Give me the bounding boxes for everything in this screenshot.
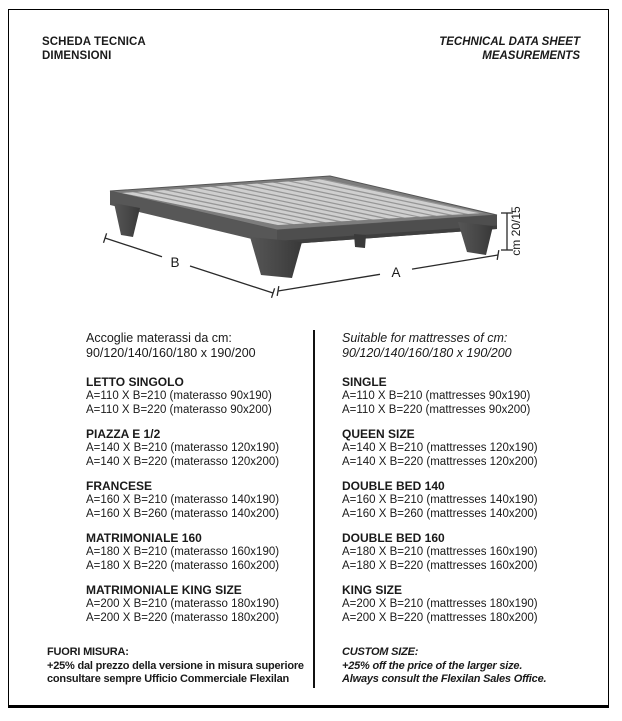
intro-italian [86, 331, 308, 361]
size-section-king [342, 583, 577, 625]
size-line: A=140 X B=220 (mattresses 120x200) [342, 456, 538, 468]
intro-english-line1: Suitable for mattresses of cm: [342, 331, 508, 345]
size-title: DOUBLE BED 160 [342, 531, 445, 545]
size-line: A=140 X B=220 (materasso 120x200) [86, 456, 280, 468]
footer-english-line1: +25% off the price of the larger size. [342, 659, 523, 672]
size-title: PIAZZA E 1/2 [86, 427, 161, 441]
footer-english-line2: Always consult the Flexilan Sales Office. [342, 673, 547, 685]
size-line: A=110 X B=210 (mattresses 90x190) [342, 390, 531, 402]
intro-english-line2: 90/120/140/160/180 x 190/200 [342, 346, 512, 360]
size-section-queen [342, 427, 577, 469]
size-line: A=160 X B=260 (materasso 140x200) [86, 508, 280, 520]
size-section-single [342, 375, 577, 417]
size-title: MATRIMONIALE KING SIZE [86, 583, 242, 597]
size-title: DOUBLE BED 140 [342, 479, 445, 493]
column-italian [86, 331, 308, 635]
size-line: A=160 X B=260 (mattresses 140x200) [342, 508, 538, 520]
size-line: A=180 X B=210 (materasso 160x190) [86, 546, 280, 558]
bed-leg-center [354, 234, 366, 248]
bed-leg-front [250, 237, 302, 278]
bed-leg-right [458, 222, 493, 255]
size-title: QUEEN SIZE [342, 427, 415, 441]
size-section-double-160 [342, 531, 577, 573]
size-line: A=200 X B=210 (materasso 180x190) [86, 598, 280, 610]
footer-italian [47, 646, 309, 687]
size-line: A=200 X B=220 (mattresses 180x200) [342, 612, 538, 624]
size-line: A=140 X B=210 (mattresses 120x190) [342, 442, 538, 454]
dimension-line-a [277, 250, 499, 296]
footer-italian-title: FUORI MISURA: [47, 646, 129, 658]
size-line: A=180 X B=220 (materasso 160x200) [86, 560, 280, 572]
size-title: MATRIMONIALE 160 [86, 531, 202, 545]
title-english [439, 35, 580, 63]
dimension-label-height: cm 20/15 [509, 206, 523, 256]
size-line: A=180 X B=210 (mattresses 160x190) [342, 546, 538, 558]
bed-diagram-svg [50, 145, 590, 320]
size-line: A=180 X B=220 (mattresses 160x200) [342, 560, 538, 572]
size-line: A=110 X B=220 (mattresses 90x200) [342, 404, 531, 416]
footer-italian-line1: +25% dal prezzo della versione in misura superiore [47, 659, 304, 672]
size-line: A=200 X B=220 (materasso 180x200) [86, 612, 280, 624]
size-line: A=200 X B=210 (mattresses 180x190) [342, 598, 538, 610]
size-line: A=140 X B=210 (materasso 120x190) [86, 442, 280, 454]
footer-english [342, 646, 582, 687]
size-title: FRANCESE [86, 479, 153, 493]
title-english-line2: MEASUREMENTS [482, 50, 580, 62]
bed-illustration [50, 145, 590, 320]
size-section-francese [86, 479, 308, 521]
size-section-matrimoniale-160 [86, 531, 308, 573]
size-line: A=160 X B=210 (mattresses 140x190) [342, 494, 538, 506]
size-title: LETTO SINGOLO [86, 375, 184, 389]
dimension-label-b: B [170, 255, 180, 270]
footer-english-title: CUSTOM SIZE: [342, 646, 419, 658]
size-title: KING SIZE [342, 583, 403, 597]
dimension-label-a: A [391, 265, 401, 280]
column-divider [313, 330, 315, 688]
size-line: A=110 X B=220 (materasso 90x200) [86, 404, 272, 416]
column-english [342, 331, 577, 635]
dimension-line-b [104, 233, 275, 297]
footer-italian-line2: consultare sempre Ufficio Commerciale Flexilan [47, 673, 290, 685]
title-italian [42, 35, 146, 63]
intro-italian-line1: Accoglie materassi da cm: [86, 331, 232, 345]
intro-english [342, 331, 577, 361]
size-title: SINGLE [342, 375, 387, 389]
size-section-piazza-e-mezza [86, 427, 308, 469]
size-section-matrimoniale-king [86, 583, 308, 625]
bed-leg-left [114, 203, 140, 237]
size-section-letto-singolo [86, 375, 308, 417]
title-italian-line2: DIMENSIONI [42, 50, 112, 62]
size-line: A=110 X B=210 (materasso 90x190) [86, 390, 272, 402]
title-italian-line1: SCHEDA TECNICA [42, 36, 146, 48]
title-english-line1: TECHNICAL DATA SHEET [439, 36, 580, 48]
intro-italian-line2: 90/120/140/160/180 x 190/200 [86, 346, 256, 360]
size-section-double-140 [342, 479, 577, 521]
size-line: A=160 X B=210 (materasso 140x190) [86, 494, 280, 506]
